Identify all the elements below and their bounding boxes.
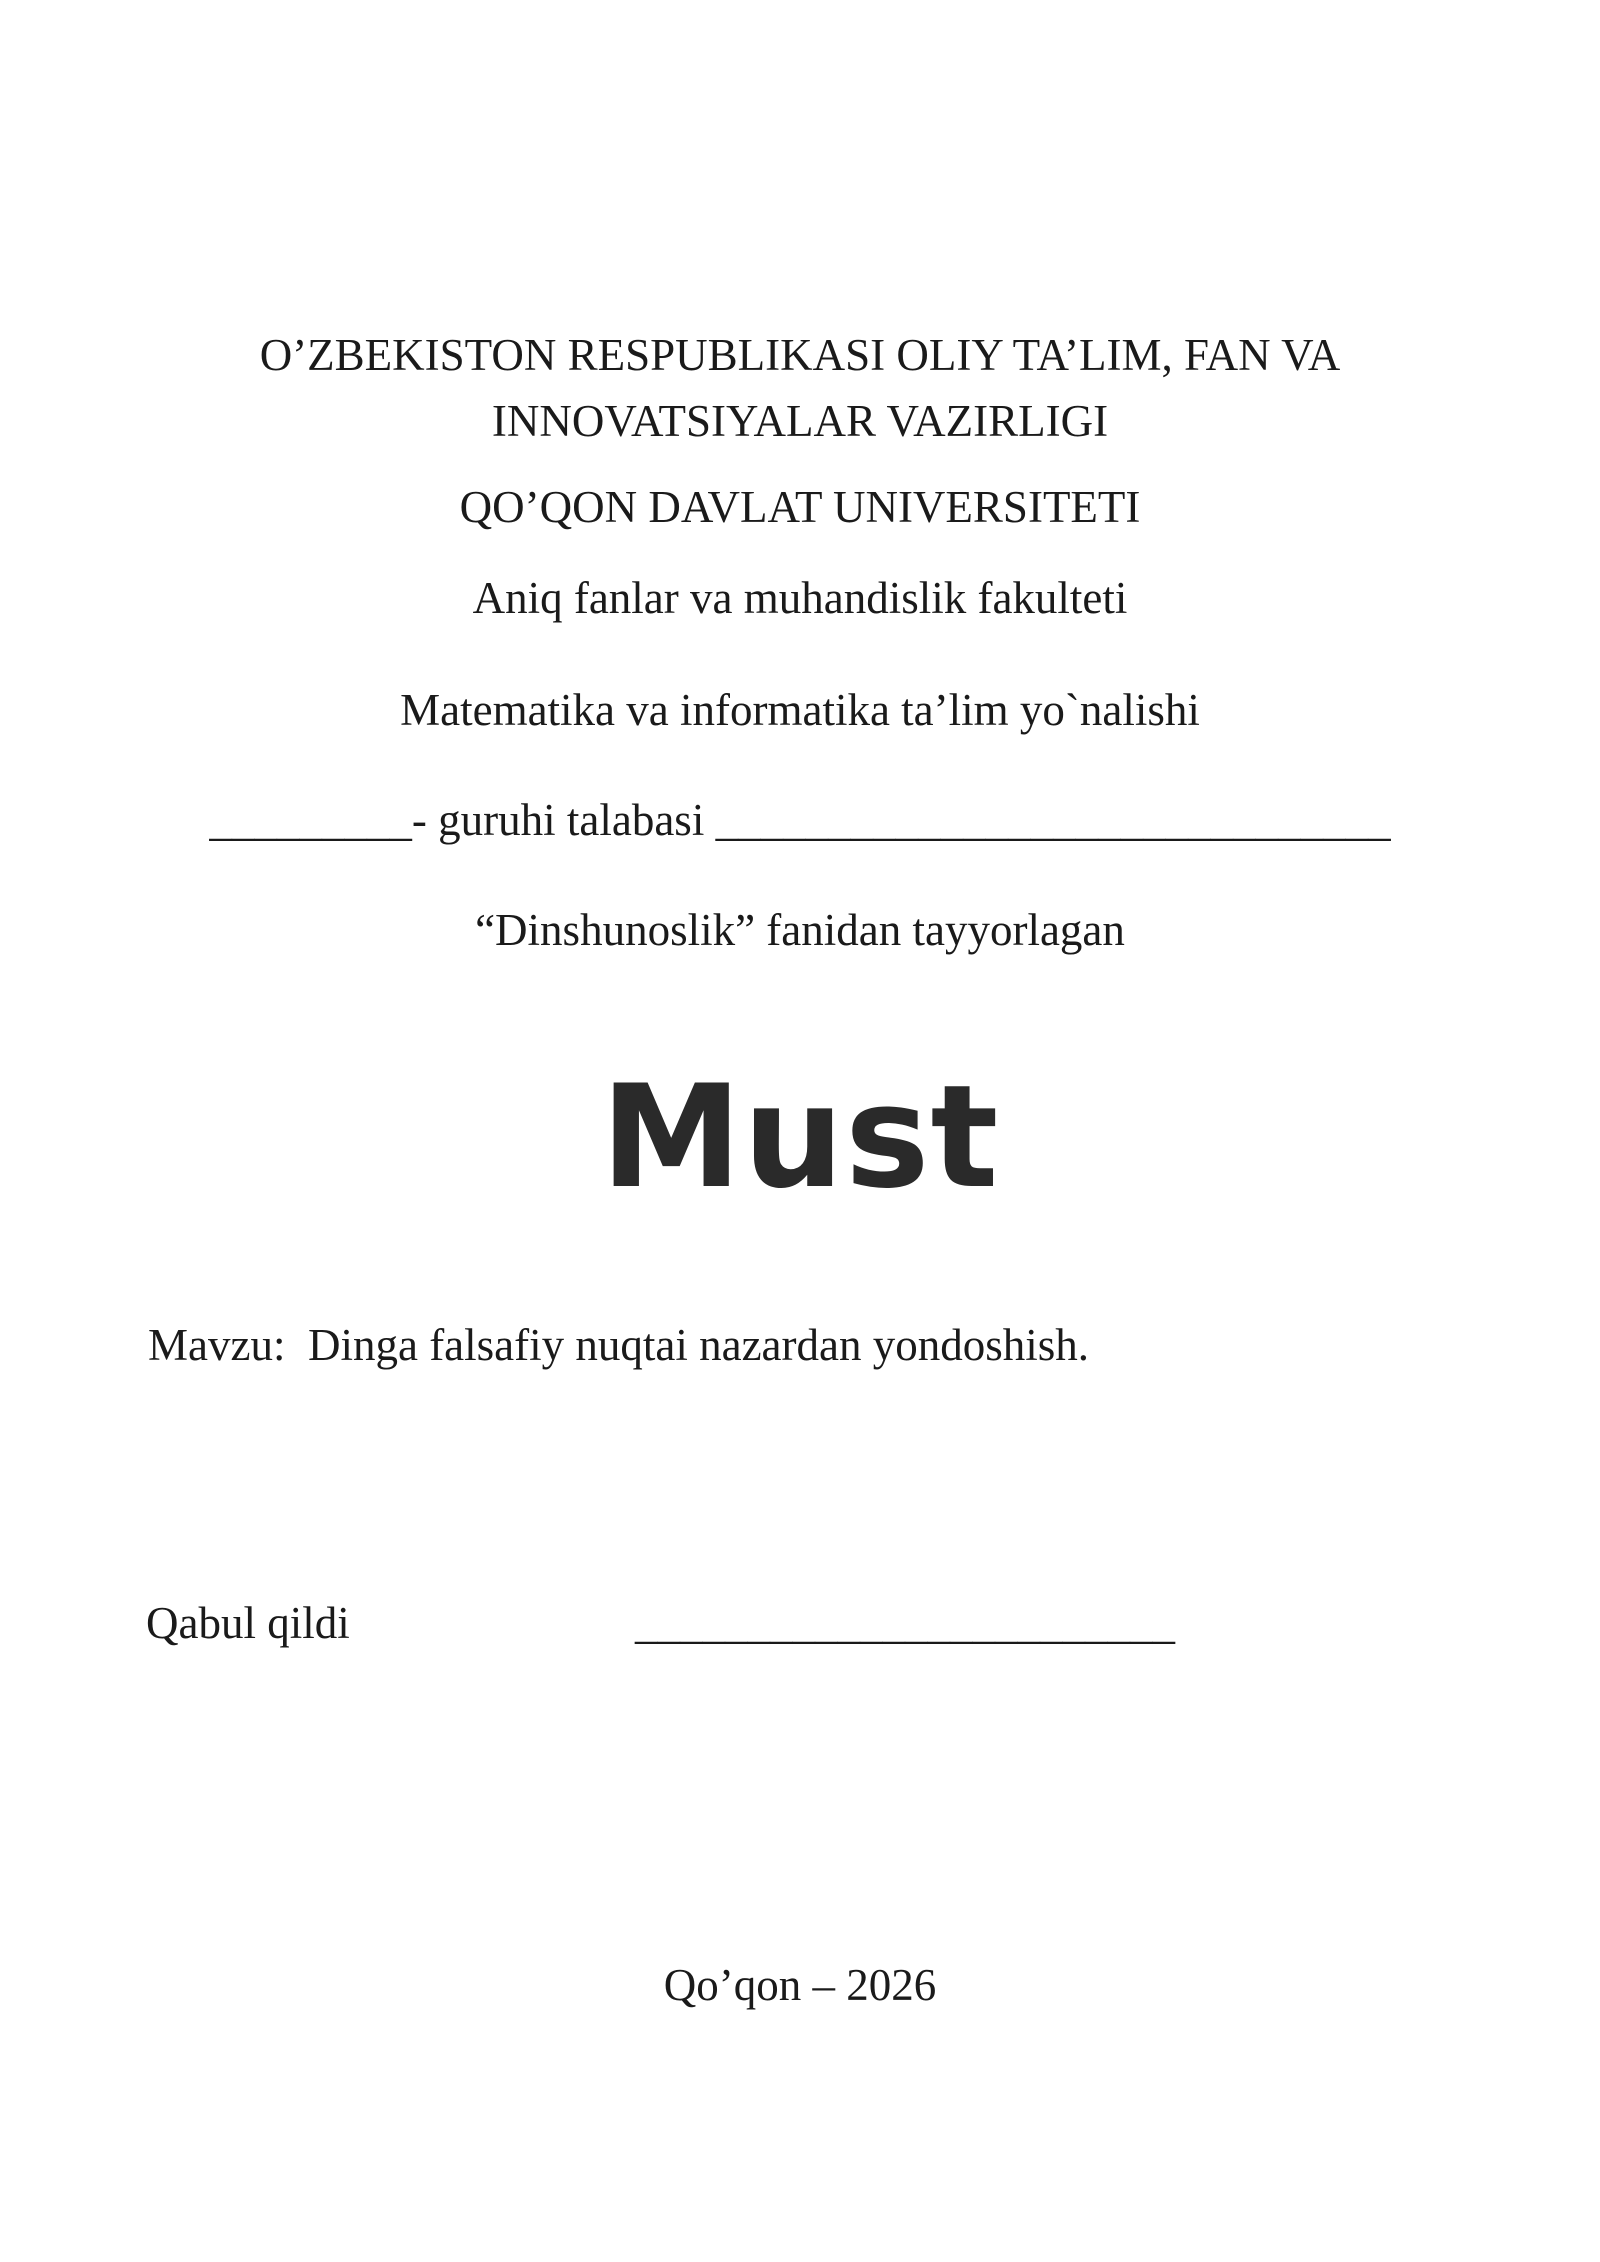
ministry-line-1: O’ZBEKISTON RESPUBLIKASI OLIY TA’LIM, FAN VA — [259, 330, 1341, 380]
accepted-signature-blank: ________________________ — [635, 1598, 1175, 1648]
subject-line: “Dinshunoslik” fanidan tayyorlagan — [475, 905, 1125, 955]
topic-text: Dinga falsafiy nuqtai nazardan yondoshish. — [307, 1320, 1090, 1370]
group-label: - guruhi talabasi — [411, 795, 705, 845]
city-year: Qo’qon – 2026 — [663, 1960, 937, 2010]
student-name-blank: ______________________________ — [715, 795, 1391, 845]
student-group-line — [0, 793, 1600, 847]
faculty-name: Aniq fanlar va muhandislik fakulteti — [472, 573, 1128, 623]
topic-label: Mavzu: — [148, 1320, 286, 1370]
university-name: QO’QON DAVLAT UNIVERSITETI — [459, 482, 1141, 532]
document-title: Must — [600, 1055, 1000, 1220]
group-blank: _________ — [209, 795, 412, 845]
ministry-heading — [0, 322, 1600, 454]
ministry-line-2: INNOVATSIYALAR VAZIRLIGI — [491, 396, 1109, 446]
direction-name: Matematika va informatika ta’lim yo`nalishi — [400, 685, 1200, 735]
accepted-label: Qabul qildi — [146, 1598, 350, 1648]
topic-line — [148, 1318, 1089, 1372]
